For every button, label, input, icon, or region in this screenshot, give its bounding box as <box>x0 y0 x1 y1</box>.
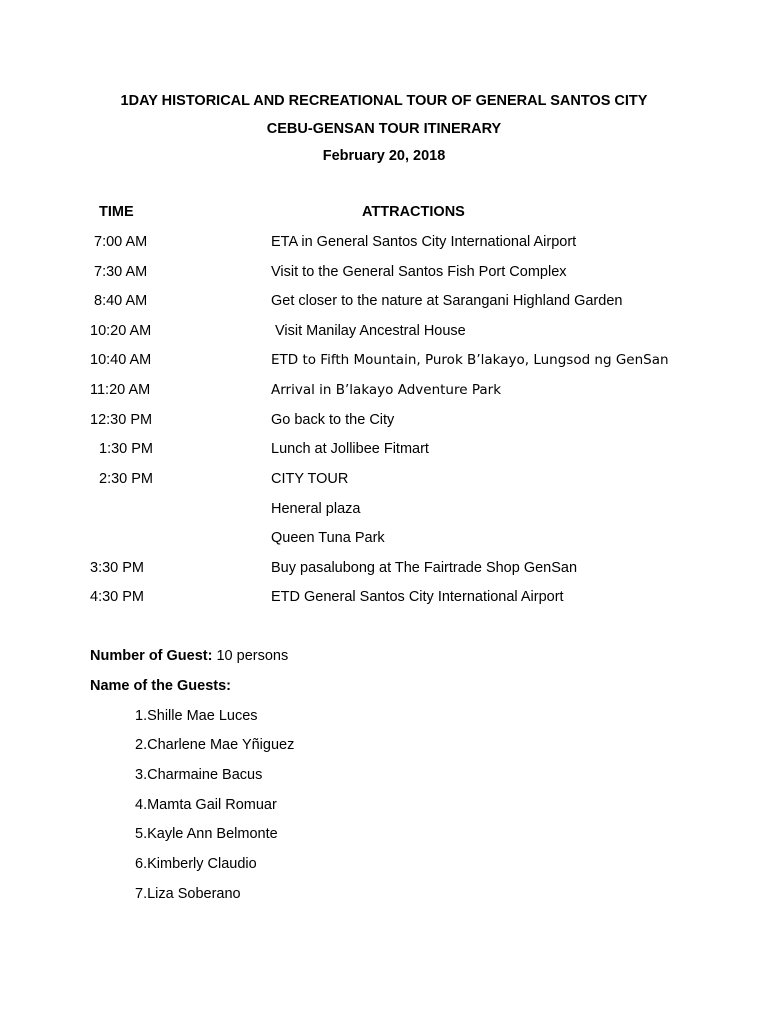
row-attraction: ETD to Fifth Mountain, Purok B’lakayo, Lungsod ng GenSan <box>271 352 669 368</box>
guest-names-label: Name of the Guests: <box>90 678 231 694</box>
guest-name: 7.Liza Soberano <box>135 886 241 902</box>
row-attraction: Go back to the City <box>271 412 395 428</box>
row-time: 11:20 AM <box>90 382 151 398</box>
guest-name: 4.Mamta Gail Romuar <box>135 797 277 813</box>
row-time: 4:30 PM <box>90 589 144 605</box>
row-attraction: Arrival in B’lakayo Adventure Park <box>271 382 502 398</box>
row-time: 10:20 AM <box>90 323 152 339</box>
row-attraction: Heneral plaza <box>271 501 361 517</box>
row-attraction: Get closer to the nature at Sarangani Highland Garden <box>271 293 623 309</box>
row-time: 8:40 AM <box>94 293 148 309</box>
row-attraction: Buy pasalubong at The Fairtrade Shop GenSan <box>271 560 578 576</box>
row-attraction: ETA in General Santos City International Airport <box>271 234 577 250</box>
row-time: 7:00 AM <box>94 234 148 250</box>
row-time: 3:30 PM <box>90 560 144 576</box>
guest-name: 3.Charmaine Bacus <box>135 767 263 783</box>
guest-name: 5.Kayle Ann Belmonte <box>135 826 278 842</box>
row-time: 7:30 AM <box>94 264 148 280</box>
guest-count-value: 10 persons <box>216 648 289 664</box>
column-header-attractions: ATTRACTIONS <box>362 204 465 220</box>
row-time: 12:30 PM <box>90 412 153 428</box>
row-time: 10:40 AM <box>90 352 152 368</box>
document-title: 1DAY HISTORICAL AND RECREATIONAL TOUR OF GENERAL SANTOS CITY <box>120 93 648 109</box>
guest-name: 2.Charlene Mae Yñiguez <box>135 737 295 753</box>
guest-count-line <box>90 648 288 664</box>
row-attraction: Lunch at Jollibee Fitmart <box>271 441 429 457</box>
row-attraction: Visit to the General Santos Fish Port Complex <box>271 264 567 280</box>
column-header-time: TIME <box>99 204 134 220</box>
guest-name: 1.Shille Mae Luces <box>135 708 258 724</box>
row-time: 1:30 PM <box>99 441 153 457</box>
row-attraction: CITY TOUR <box>271 471 349 487</box>
document-subtitle: CEBU-GENSAN TOUR ITINERARY <box>266 121 502 137</box>
guest-count-label: Number of Guest: <box>90 648 213 664</box>
row-attraction: ETD General Santos City International Airport <box>271 589 564 605</box>
row-attraction: Visit Manilay Ancestral House <box>275 323 466 339</box>
row-time: 2:30 PM <box>99 471 153 487</box>
document-date: February 20, 2018 <box>322 148 446 164</box>
row-attraction: Queen Tuna Park <box>271 530 385 546</box>
guest-name: 6.Kimberly Claudio <box>135 856 257 872</box>
